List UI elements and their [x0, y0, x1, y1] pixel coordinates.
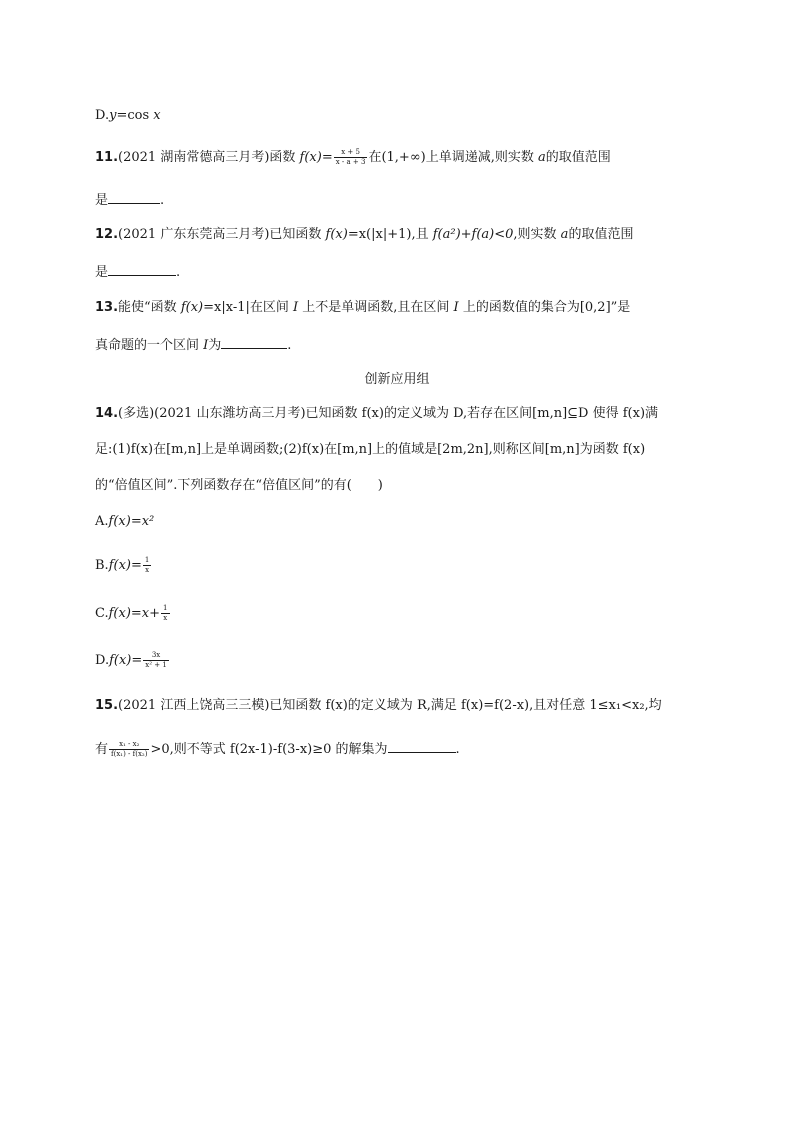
- option-b[interactable]: B.f(x)= $\frac{1}{x}$: [95, 556, 150, 574]
- answer-blank[interactable]: [388, 738, 456, 753]
- prev-option-d: D.y=cos x: [95, 108, 161, 123]
- question-13-line-1: 13.能使“函数 f(x)=x|x-1|在区间 I 上不是单调函数,且在区间 I 上的函数值的集合为[0,2]”是: [95, 300, 631, 315]
- question-12-line-2: 是 .: [95, 261, 180, 283]
- fraction: $\frac{1}{x}$: [163, 604, 168, 622]
- fraction: $\frac{x + 5}{x - a + 3}$: [335, 148, 366, 166]
- question-11-line-2: 是 .: [95, 189, 164, 211]
- question-15-line-1: 15.(2021 江西上饶高三三模)已知函数 f(x)的定义域为 R,满足 f(x)=f(2-x),且对任意 1≤x₁<x₂,均: [95, 698, 662, 713]
- answer-blank[interactable]: [108, 261, 176, 276]
- question-number: 12.: [95, 227, 119, 242]
- question-number: 11.: [95, 150, 119, 165]
- section-title: 创新应用组: [364, 372, 430, 387]
- question-number: 15.: [95, 698, 119, 713]
- option-c[interactable]: C.f(x)=x+ $\frac{1}{x}$: [95, 604, 168, 622]
- question-15-line-2: 有 $\frac{\text{x₁ - x₂}}{\text{f(x₁) - f(x₂)}}$ >0,则不等式 f(2x-1)-f(3-x)≥0 的解集为 .: [95, 740, 460, 758]
- question-11-line-1: 11.(2021 湖南常德高三月考)函数 f(x)= $\frac{x + 5}{x - a + 3}$ 在(1,+∞)上单调递减,则实数 a的取值范围: [95, 148, 611, 166]
- question-12-line-1: 12.(2021 广东东莞高三月考)已知函数 f(x)=x(|x|+1),且 f(a²)+f(a)<0,则实数 a的取值范围: [95, 227, 634, 242]
- answer-blank[interactable]: [108, 189, 160, 204]
- question-number: 13.: [95, 300, 119, 315]
- option-a[interactable]: A.f(x)=x²: [95, 514, 155, 529]
- answer-blank[interactable]: [221, 334, 287, 349]
- question-14-line-2: 足:(1)f(x)在[m,n]上是单调函数;(2)f(x)在[m,n]上的值域是[2m,2n],则称区间[m,n]为函数 f(x): [95, 442, 646, 457]
- fraction: $\frac{1}{x}$: [144, 556, 150, 574]
- question-14-line-3: 的“倍值区间”.下列函数存在“倍值区间”的有( ): [95, 478, 383, 493]
- fraction: $\frac{3x}{\text{x² + 1}}$: [145, 651, 167, 669]
- option-d[interactable]: D.f(x)= $\frac{3x}{\text{x² + 1}}$: [95, 651, 167, 669]
- question-14-line-1: 14.(多选)(2021 山东潍坊高三月考)已知函数 f(x)的定义域为 D,若存在区间[m,n]⊆D 使得 f(x)满: [95, 406, 659, 421]
- question-13-line-2: 真命题的一个区间 I为 .: [95, 334, 291, 356]
- fraction: $\frac{\text{x₁ - x₂}}{\text{f(x₁) - f(x₂)}}$: [111, 740, 148, 758]
- question-number: 14.: [95, 406, 119, 421]
